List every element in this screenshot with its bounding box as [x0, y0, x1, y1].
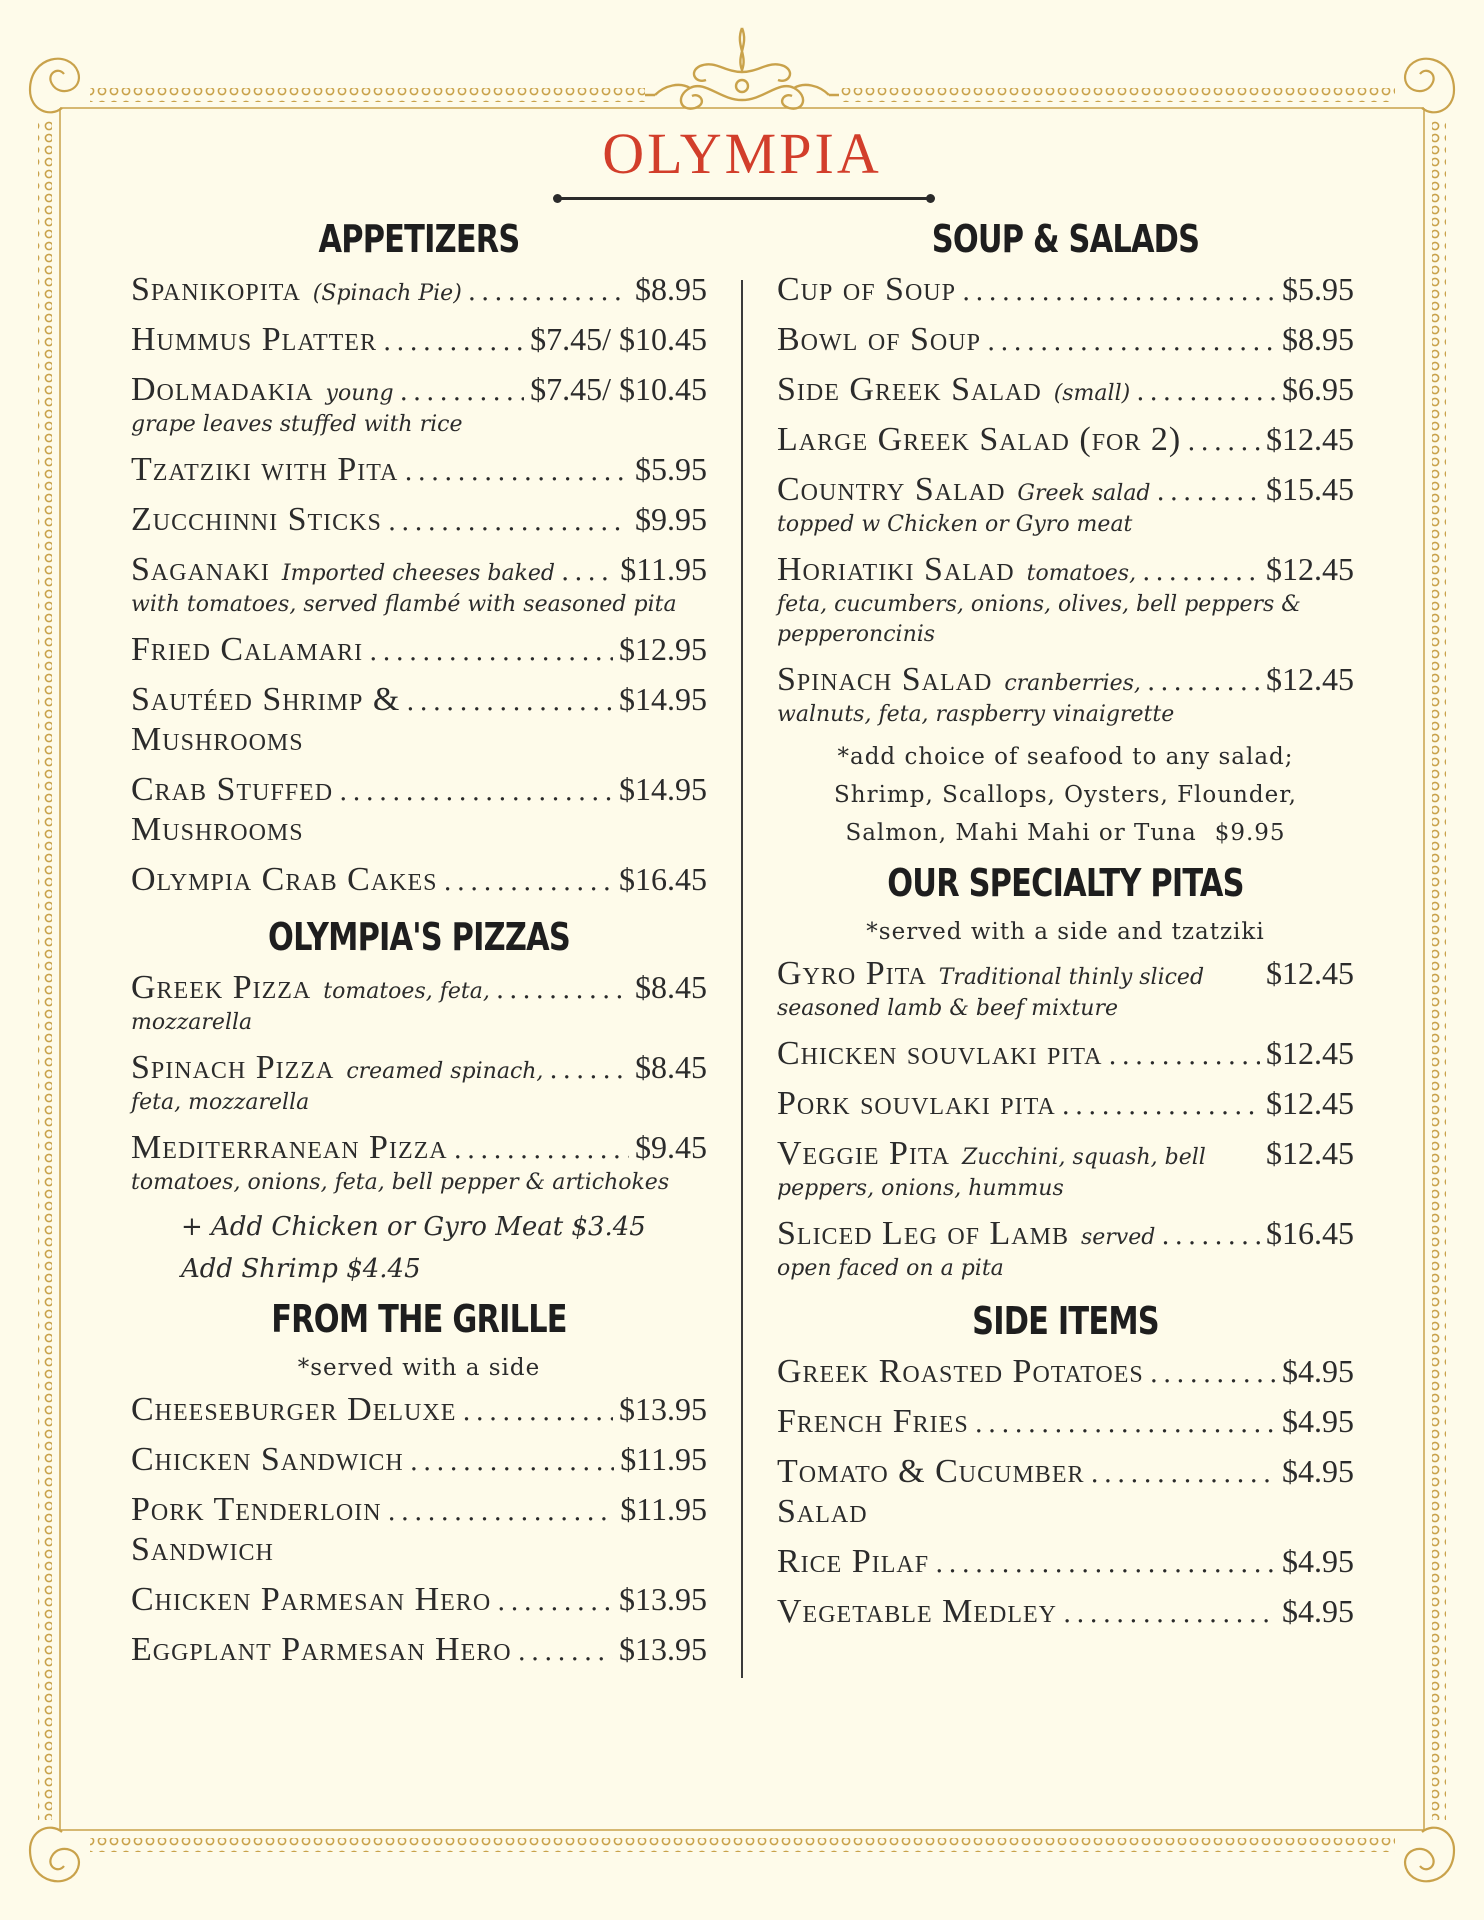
menu-item [131, 1438, 707, 1480]
menu-item [131, 1126, 707, 1198]
right-column [777, 210, 1354, 1640]
pitas-note: *served with a side and tzatziki [866, 919, 1265, 945]
soups-section [777, 210, 1354, 852]
menu-item [777, 318, 1354, 360]
item-price: $4.95 [1282, 1543, 1354, 1579]
item-desc: Zucchini, squash, bell [962, 1145, 1206, 1170]
item-price: $13.95 [619, 1631, 707, 1667]
grille-note: *served with a side [297, 1355, 541, 1381]
item-name: Saganaki [131, 551, 270, 588]
item-name: Spanikopita [131, 271, 301, 308]
restaurant-title: OLYMPIA [602, 121, 882, 186]
item-name: Large Greek Salad (for 2) [777, 421, 1182, 458]
item-desc-continued: seasoned lamb & beef mixture [777, 996, 1118, 1021]
item-name: Veggie Pita [777, 1135, 951, 1172]
item-price: $13.95 [619, 1391, 707, 1427]
item-name: Chicken Parmesan Hero [131, 1581, 492, 1618]
menu-item [777, 468, 1354, 540]
top-ornament-icon [645, 28, 839, 109]
appetizers-section [131, 210, 707, 900]
column-divider [741, 280, 743, 1678]
seafood-line: Shrimp, Scallops, Oysters, Flounder, [834, 782, 1297, 808]
item-price: $8.95 [1282, 321, 1354, 357]
item-name: Olympia Crab Cakes [131, 861, 438, 898]
item-desc: Greek salad [1017, 481, 1151, 506]
item-name: French Fries [777, 1403, 969, 1440]
item-desc-continued: feta, mozzarella [131, 1090, 310, 1115]
item-name: Chicken Sandwich [131, 1441, 404, 1478]
item-price: $12.45 [1266, 661, 1354, 697]
menu-item [777, 548, 1354, 650]
item-desc-continued: peppers, onions, hummus [777, 1176, 1064, 1201]
seafood-price: $9.95 [1214, 820, 1286, 846]
item-price: $12.45 [1266, 551, 1354, 587]
seafood-line: Salmon, Mahi Mahi or Tuna [845, 820, 1197, 846]
item-name: Greek Roasted Potatoes [777, 1353, 1144, 1390]
item-price: $13.95 [619, 1581, 707, 1617]
item-price: $9.45 [635, 1129, 707, 1165]
item-price: $4.95 [1282, 1403, 1354, 1439]
section-heading-grille: FROM THE GRILLE [271, 1297, 567, 1341]
item-desc: (Spinach Pie) [312, 281, 462, 306]
item-desc: Imported cheeses baked [281, 561, 555, 586]
item-price: $7.45/ $10.45 [530, 371, 707, 407]
item-name: Hummus Platter [131, 321, 377, 358]
item-price: $12.45 [1266, 955, 1354, 991]
menu-item [777, 1212, 1354, 1284]
item-price: $14.95 [619, 771, 707, 807]
item-price: $4.95 [1282, 1453, 1354, 1489]
item-name: Pork souvlaki pita [777, 1085, 1056, 1122]
item-name: Eggplant Parmesan Hero [131, 1631, 512, 1668]
item-desc-continued: feta, cucumbers, onions, olives, bell peppers & pepperoncinis [777, 592, 1301, 647]
item-desc: tomatoes, [1026, 561, 1137, 586]
menu-item [131, 318, 707, 360]
item-name: Country Salad [777, 471, 1006, 508]
item-desc-continued: topped w Chicken or Gyro meat [777, 512, 1133, 537]
item-desc: creamed spinach, [346, 1059, 544, 1084]
menu-item [131, 1046, 707, 1118]
section-heading-soups: SOUP & SALADS [931, 217, 1200, 261]
item-name: Gyro Pita [777, 955, 927, 992]
item-price: $4.95 [1282, 1593, 1354, 1629]
section-heading-pitas: OUR SPECIALTY PITAS [887, 861, 1244, 905]
item-name-continued: Salad [777, 1493, 868, 1530]
item-price: $16.45 [619, 861, 707, 897]
menu-item [131, 448, 707, 490]
item-name: Cup of Soup [777, 271, 956, 308]
pitas-section [777, 854, 1354, 1284]
item-name-continued: Mushrooms [131, 721, 304, 758]
menu-item [131, 678, 707, 760]
item-name: Spinach Pizza [131, 1049, 335, 1086]
pizza-addon-note: + Add Chicken or Gyro Meat $3.45 Add Shrimp $4.45 [181, 1212, 646, 1284]
item-price: $6.95 [1282, 371, 1354, 407]
item-desc: Traditional thinly sliced [938, 965, 1205, 990]
item-name: Horiatiki Salad [777, 551, 1015, 588]
item-desc-continued: mozzarella [131, 1010, 253, 1035]
item-name: Tomato & Cucumber [777, 1453, 1085, 1490]
item-price: $11.95 [620, 1441, 707, 1477]
menu-item [131, 1628, 707, 1670]
item-name: Spinach Salad [777, 661, 993, 698]
item-name: Greek Pizza [131, 969, 312, 1006]
menu-item [131, 858, 707, 900]
item-name: Mediterranean Pizza [131, 1129, 448, 1166]
item-price: $8.45 [635, 1049, 707, 1085]
item-name: Chicken souvlaki pita [777, 1035, 1103, 1072]
item-price: $9.95 [635, 501, 707, 537]
section-heading-appetizers: APPETIZERS [318, 217, 520, 261]
item-price: $12.45 [1266, 1085, 1354, 1121]
menu-item [131, 628, 707, 670]
menu-item [777, 1032, 1354, 1074]
item-name: Vegetable Medley [777, 1593, 1057, 1630]
item-name: Rice Pilaf [777, 1543, 930, 1580]
item-desc: served [1080, 1225, 1156, 1250]
item-desc: cranberries, [1004, 671, 1141, 696]
menu-item [131, 498, 707, 540]
item-name: Sliced Leg of Lamb [777, 1215, 1069, 1252]
menu-item [777, 1350, 1354, 1392]
menu-item [777, 1132, 1354, 1204]
item-desc-continued: tomatoes, onions, feta, bell pepper & artichokes [131, 1170, 670, 1195]
menu-item [131, 268, 707, 310]
item-price: $4.95 [1282, 1353, 1354, 1389]
seafood-line: *add choice of seafood to any salad; [837, 744, 1294, 770]
item-price: $15.45 [1266, 471, 1354, 507]
item-price: $12.45 [1266, 421, 1354, 457]
menu-item [777, 1590, 1354, 1632]
item-name: Tzatziki with Pita [131, 451, 399, 488]
item-price: $11.95 [620, 1491, 707, 1527]
seafood-addon-note [777, 738, 1354, 852]
item-name: Cheeseburger Deluxe [131, 1391, 457, 1428]
item-price: $7.45/ $10.45 [530, 321, 707, 357]
item-price: $8.95 [635, 271, 707, 307]
menu-item [777, 1540, 1354, 1582]
item-price: $8.45 [635, 969, 707, 1005]
item-name: Dolmadakia [131, 371, 314, 408]
item-name-continued: Sandwich [131, 1531, 274, 1568]
item-name: Bowl of Soup [777, 321, 981, 358]
menu-item [777, 368, 1354, 410]
item-name: Pork Tenderloin [131, 1491, 382, 1528]
menu-item [777, 1400, 1354, 1442]
menu-item [777, 1082, 1354, 1124]
menu-item [131, 368, 707, 440]
title-divider [557, 197, 931, 200]
menu-item [777, 268, 1354, 310]
item-price: $14.95 [619, 681, 707, 717]
left-column [131, 210, 707, 1678]
menu-item [777, 418, 1354, 460]
item-desc-continued: with tomatoes, served flambé with seasoned pita [131, 592, 677, 617]
menu-item [777, 658, 1354, 730]
menu-item [131, 966, 707, 1038]
menu-item [777, 1450, 1354, 1532]
item-desc: young [325, 381, 394, 406]
item-name: Side Greek Salad [777, 371, 1042, 408]
item-desc: tomatoes, feta, [323, 979, 490, 1004]
pizzas-section [131, 908, 707, 1290]
section-heading-sides: SIDE ITEMS [972, 1299, 1159, 1343]
grille-section [131, 1290, 707, 1670]
item-desc-continued: open faced on a pita [777, 1256, 1004, 1281]
menu-item [131, 1388, 707, 1430]
item-price: $5.95 [635, 451, 707, 487]
menu-item [131, 548, 707, 620]
item-desc-continued: walnuts, feta, raspberry vinaigrette [777, 702, 1175, 727]
item-price: $12.45 [1266, 1035, 1354, 1071]
item-name: Crab Stuffed [131, 771, 334, 808]
item-desc-continued: grape leaves stuffed with rice [131, 412, 463, 437]
item-price: $12.45 [1266, 1135, 1354, 1171]
menu-item [131, 1488, 707, 1570]
item-price: $5.95 [1282, 271, 1354, 307]
item-name: Fried Calamari [131, 631, 364, 668]
menu-item [777, 952, 1354, 1024]
item-name: Zucchinni Sticks [131, 501, 382, 538]
menu-item [131, 1578, 707, 1620]
item-price: $11.95 [620, 551, 707, 587]
sides-section [777, 1292, 1354, 1632]
menu-item [131, 768, 707, 850]
section-heading-pizzas: OLYMPIA'S PIZZAS [268, 915, 570, 959]
item-price: $16.45 [1266, 1215, 1354, 1251]
item-name: Sautéed Shrimp & [131, 681, 401, 718]
item-price: $12.95 [619, 631, 707, 667]
item-name-continued: Mushrooms [131, 811, 304, 848]
item-desc: (small) [1053, 381, 1131, 406]
